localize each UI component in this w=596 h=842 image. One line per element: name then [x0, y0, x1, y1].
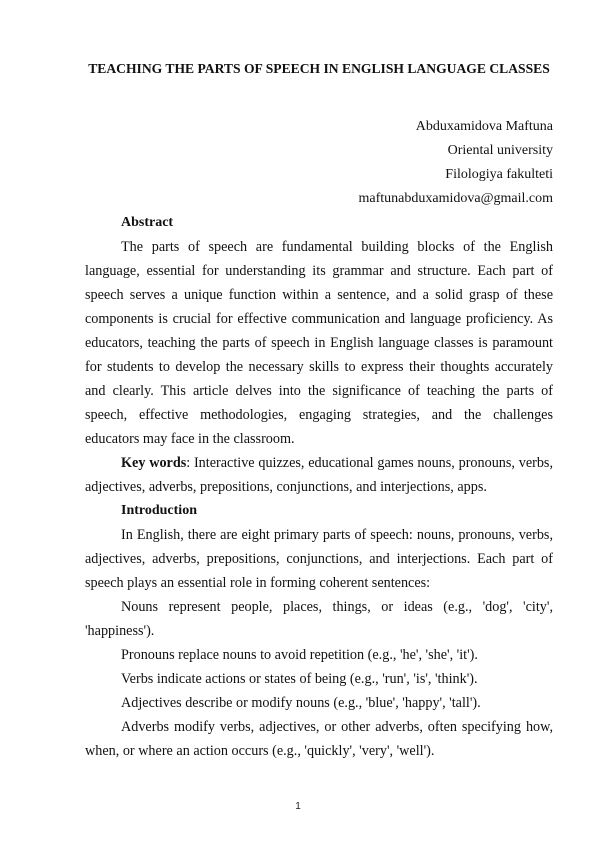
- adjectives-paragraph: Adjectives describe or modify nouns (e.g., 'blue', 'happy', 'tall').: [121, 695, 481, 711]
- keywords-label: Key words: [121, 455, 187, 471]
- author-affiliation: Oriental university: [447, 143, 553, 158]
- author-faculty: Filologiya fakulteti: [445, 167, 553, 182]
- author-email: maftunabduxamidova@gmail.com: [358, 191, 553, 206]
- verbs-paragraph: Verbs indicate actions or states of being (e.g., 'run', 'is', 'think').: [121, 671, 478, 687]
- pronouns-paragraph: Pronouns replace nouns to avoid repetition (e.g., 'he', 'she', 'it').: [121, 647, 478, 663]
- nouns-paragraph: Nouns represent people, places, things, or ideas (e.g., 'dog', 'city', 'happiness').: [85, 599, 553, 639]
- article-title: TEACHING THE PARTS OF SPEECH IN ENGLISH LANGUAGE CLASSES: [88, 61, 550, 76]
- keywords-paragraph: [85, 451, 553, 499]
- keywords-text: : Interactive quizzes, educational games nouns, pronouns, verbs, adjectives, adverbs, prepositions, conjunctions, and interjections, apps.: [85, 455, 553, 495]
- abstract-text: The parts of speech are fundamental building blocks of the English language, essential for understanding its grammar and structure. Each part of speech serves a unique function within a sentence, and a solid grasp of these components is crucial for effective communication and language proficiency. As educators, teaching the parts of speech in English language classes is paramount for students to develop the necessary skills to express their thoughts accurately and clearly. This article delves into the significance of teaching the parts of speech, effective methodologies, engaging strategies, and the challenges educators may face in the classroom.: [85, 239, 553, 447]
- page-number: 1: [295, 801, 301, 812]
- adverbs-paragraph: Adverbs modify verbs, adjectives, or other adverbs, often specifying how, when, or where an action occurs (e.g., 'quickly', 'very', 'well').: [85, 719, 553, 759]
- abstract-heading: Abstract: [121, 215, 174, 230]
- intro-paragraph: In English, there are eight primary parts of speech: nouns, pronouns, verbs, adjectives, adverbs, prepositions, conjunctions, and interjections. Each part of speech plays an essential role in forming coherent sentences:: [85, 527, 553, 591]
- introduction-heading: Introduction: [121, 503, 197, 518]
- author-name: Abduxamidova Maftuna: [415, 119, 553, 134]
